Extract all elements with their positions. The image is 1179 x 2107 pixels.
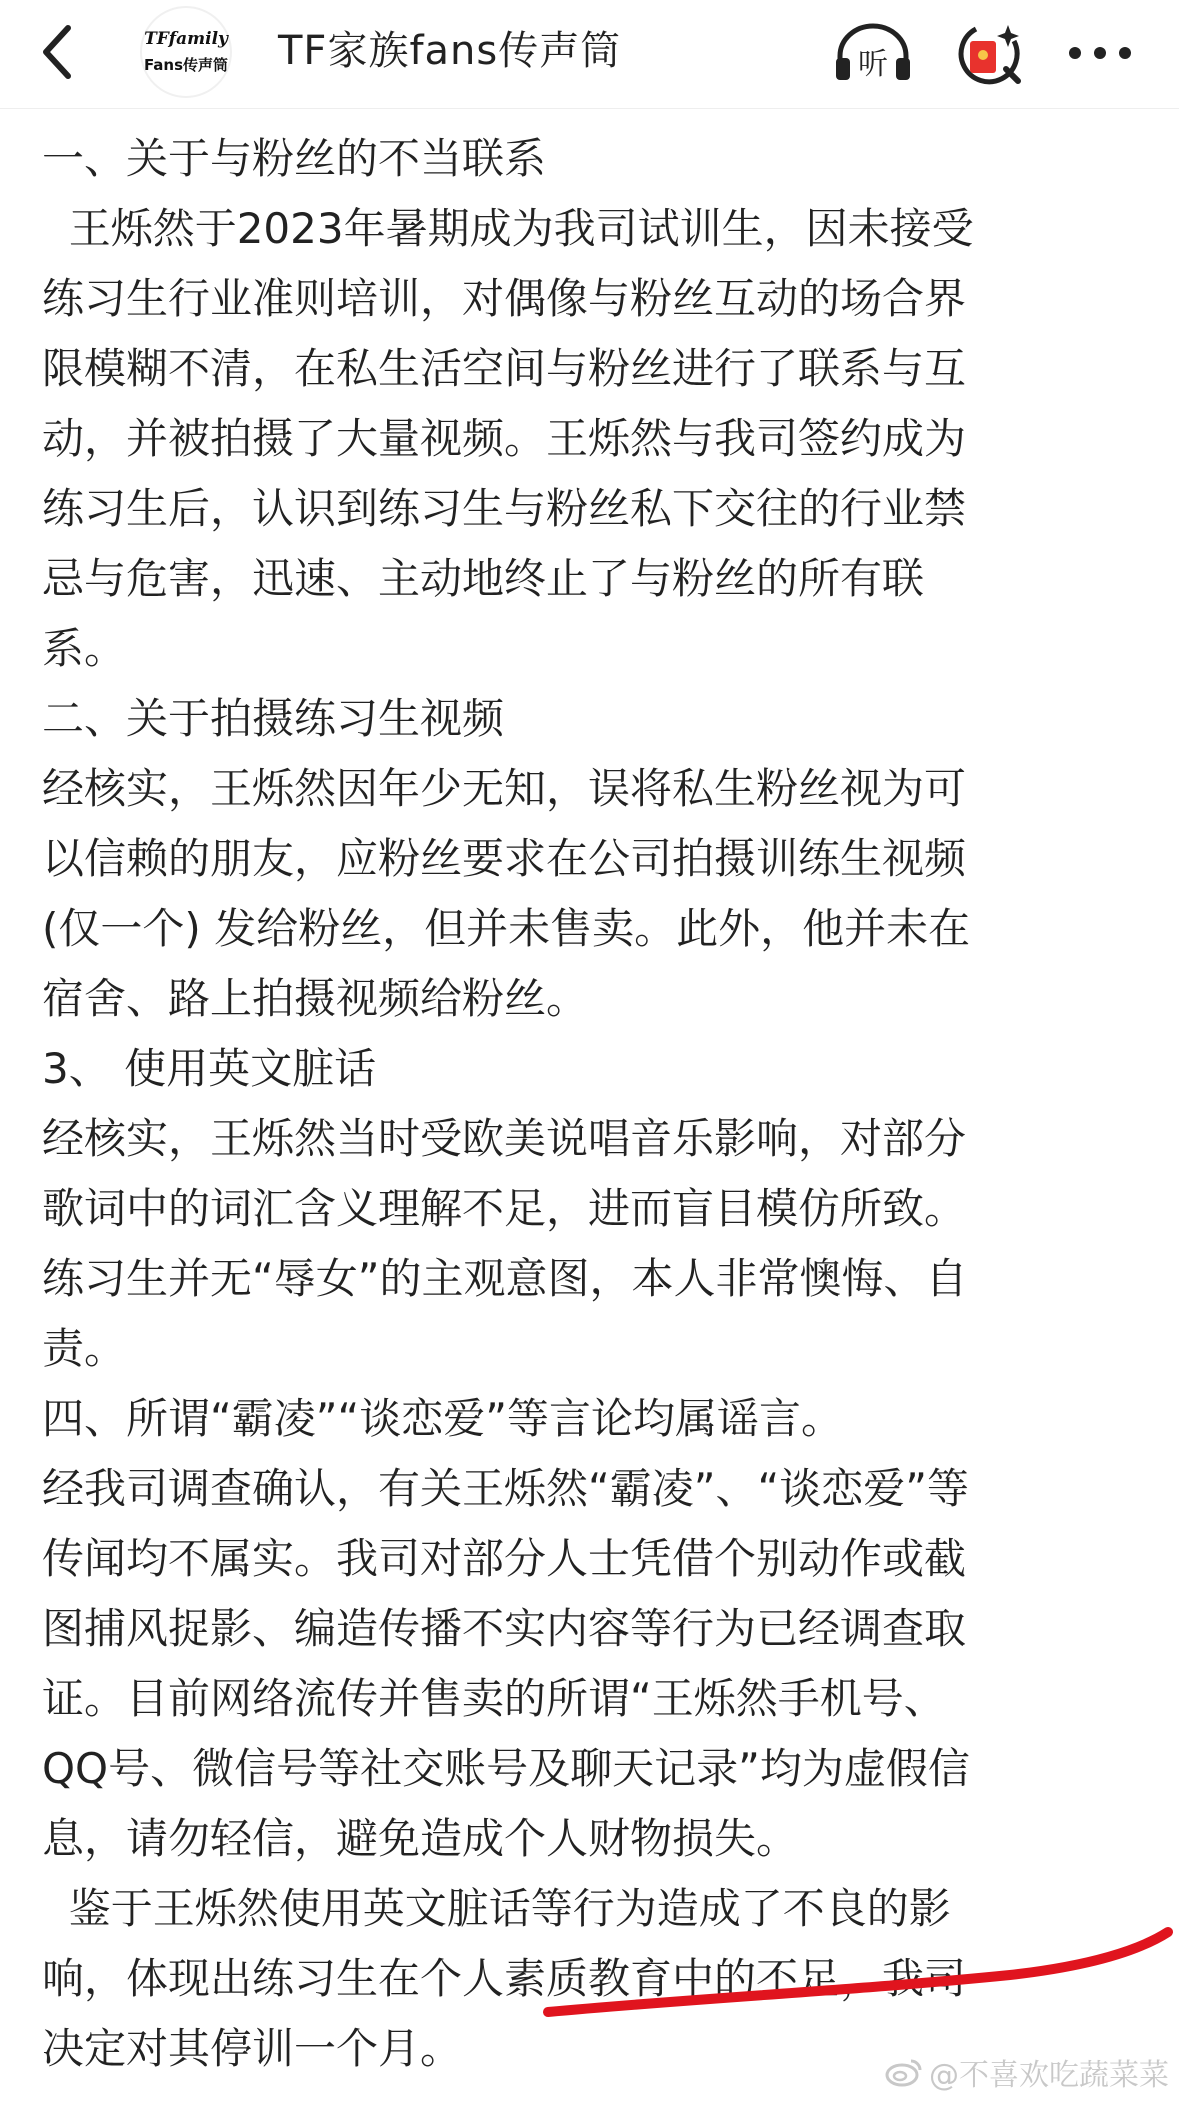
article-line: 经核实，王烁然当时受欧美说唱音乐影响，对部分	[42, 1114, 967, 1163]
article-line: 证。目前网络流传并售卖的所谓“王烁然手机号、	[42, 1674, 946, 1723]
account-avatar[interactable]	[140, 6, 232, 98]
watermark-text: @不喜欢吃蔬菜菜	[929, 2058, 1169, 2093]
article-line: 二、关于拍摄练习生视频	[42, 694, 505, 743]
back-arrow-icon	[38, 22, 78, 82]
article-line: 责。	[42, 1324, 127, 1373]
article-line: QQ号、微信号等社交账号及聊天记录”均为虚假信	[42, 1744, 970, 1793]
article-line: 息，请勿轻信，避免造成个人财物损失。	[42, 1814, 799, 1863]
article-line: 决定对其停训一个月。	[42, 2024, 463, 2073]
article-line: 响，体现出练习生在个人素质教育中的不足，我司	[42, 1954, 967, 2003]
article-line: 3、 使用英文脏话	[42, 1044, 377, 1093]
avatar-subtitle: Fans传声筒	[143, 56, 229, 74]
article-line: 练习生行业准则培训，对偶像与粉丝互动的场合界	[42, 274, 967, 323]
avatar-logo-text: TFfamily	[144, 29, 228, 49]
red-packet-icon	[956, 21, 1026, 85]
article-line: 经核实，王烁然因年少无知，误将私生粉丝视为可	[42, 764, 967, 813]
listen-button[interactable]	[832, 18, 914, 88]
more-options-button[interactable]	[1062, 18, 1138, 88]
article-line: 练习生并无“辱女”的主观意图，本人非常懊悔、自	[42, 1254, 968, 1303]
article-line: 王烁然于2023年暑期成为我司试训生，因未接受	[42, 204, 974, 253]
article-line: 忌与危害，迅速、主动地终止了与粉丝的所有联	[42, 554, 925, 603]
article-line: 传闻均不属实。我司对部分人士凭借个别动作或截	[42, 1534, 967, 1583]
top-nav-bar	[0, 0, 1179, 109]
article-line: 经我司调查确认，有关王烁然“霸凌”、“谈恋爱”等	[42, 1464, 970, 1513]
listen-headphone-icon	[832, 22, 914, 84]
article-line: 宿舍、路上拍摄视频给粉丝。	[42, 974, 589, 1023]
article-line: 四、所谓“霸凌”“谈恋爱”等言论均属谣言。	[42, 1394, 844, 1443]
article-line: 动，并被拍摄了大量视频。王烁然与我司签约成为	[42, 414, 967, 463]
article-line: 限模糊不清，在私生活空间与粉丝进行了联系与互	[42, 344, 967, 393]
account-title[interactable]: TF家族fans传声筒	[278, 28, 622, 74]
article-line: 系。	[42, 624, 127, 673]
back-button[interactable]	[28, 16, 88, 88]
weibo-logo-icon	[885, 2057, 923, 2087]
svg-text:听: 听	[858, 47, 888, 82]
article-line: 练习生后，认识到练习生与粉丝私下交往的行业禁	[42, 484, 967, 533]
article-line: (仅一个) 发给粉丝，但并未售卖。此外，他并未在	[42, 904, 971, 953]
article-body	[42, 124, 1142, 2084]
more-dots-icon	[1065, 43, 1135, 63]
red-packet-button[interactable]	[956, 18, 1026, 88]
article-line: 一、关于与粉丝的不当联系	[42, 134, 547, 183]
article-line: 鉴于王烁然使用英文脏话等行为造成了不良的影	[42, 1884, 951, 1933]
article-line: 以信赖的朋友，应粉丝要求在公司拍摄训练生视频	[42, 834, 967, 883]
article-line: 图捕风捉影、编造传播不实内容等行为已经调查取	[42, 1604, 967, 1653]
article-line: 歌词中的词汇含义理解不足，进而盲目模仿所致。	[42, 1184, 967, 1233]
weibo-watermark	[885, 2050, 1169, 2094]
